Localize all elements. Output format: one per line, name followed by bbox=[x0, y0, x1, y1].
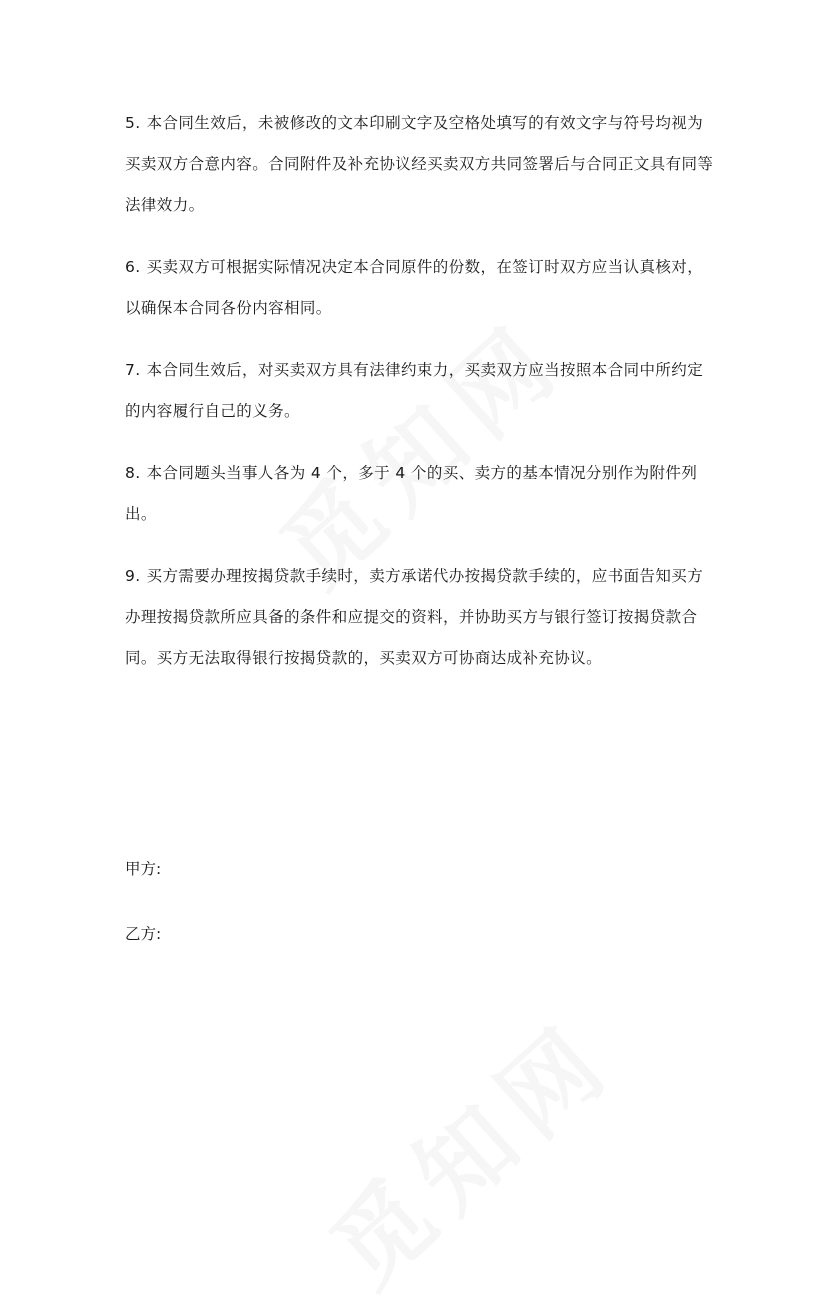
contract-clauses bbox=[125, 103, 715, 700]
clause-8 bbox=[125, 453, 715, 535]
clause-5 bbox=[125, 103, 715, 226]
watermark bbox=[297, 985, 638, 1312]
clause-7 bbox=[125, 350, 715, 432]
clause-number: 5. bbox=[125, 114, 141, 132]
clause-6 bbox=[125, 247, 715, 329]
clause-number: 6. bbox=[125, 258, 141, 276]
clause-text: 本合同生效后，对买卖双方具有法律约束力，买卖双方应当按照本合同中所约定的内容履行自己的义务。 bbox=[125, 361, 704, 420]
party-a-signature-label: 甲方: bbox=[125, 860, 162, 878]
clause-text: 买方需要办理按揭贷款手续时，卖方承诺代办按揭贷款手续的，应书面告知买方办理按揭贷款所应具备的条件和应提交的资料，并协助买方与银行签订按揭贷款合同。买方无法取得银行按揭贷款的，买卖双方可协商达成补充协议。 bbox=[125, 567, 704, 667]
clause-number: 7. bbox=[125, 361, 141, 379]
clause-number: 8. bbox=[125, 464, 141, 482]
party-b-signature-label: 乙方: bbox=[125, 925, 162, 943]
clause-text: 本合同题头当事人各为 4 个，多于 4 个的买、卖方的基本情况分别作为附件列出。 bbox=[125, 464, 698, 523]
clause-number: 9. bbox=[125, 567, 141, 585]
clause-text: 本合同生效后，未被修改的文本印刷文字及空格处填写的有效文字与符号均视为买卖双方合意内容。合同附件及补充协议经买卖双方共同签署后与合同正文具有同等法律效力。 bbox=[125, 114, 714, 214]
clause-9 bbox=[125, 556, 715, 679]
clause-text: 买卖双方可根据实际情况决定本合同原件的份数，在签订时双方应当认真核对，以确保本合同各份内容相同。 bbox=[125, 258, 704, 317]
